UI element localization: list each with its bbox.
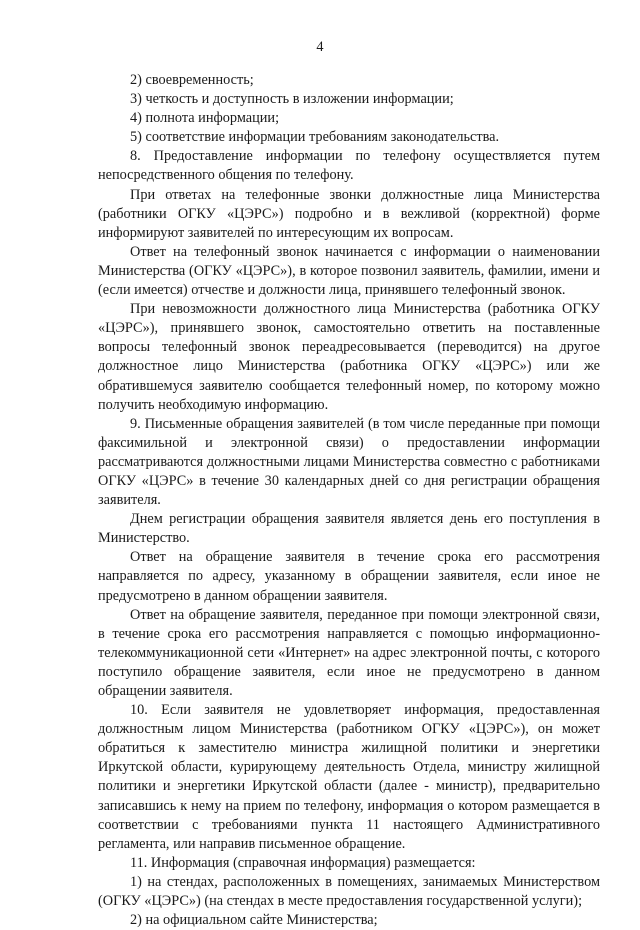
paragraph-9-written-requests: 9. Письменные обращения заявителей (в том числе переданные при помощи факсимильной и электронной связи) о предоставлении информации рассматриваются должностными лицами Министерства совместно с работниками ОГКУ «ЦЭРС» в течение 30 календарных дней со дня регистрации обращения заявителя. (98, 415, 600, 509)
paragraph-phone-answers: При ответах на телефонные звонки должностные лица Министерства (работники ОГКУ «ЦЭРС») подробно и в вежливой (корректной) форме информируют заявителей по интересующим их вопросам. (98, 186, 600, 241)
list-item-official-site: 2) на официальном сайте Министерства; (130, 912, 378, 929)
paragraph-10-escalation: 10. Если заявителя не удовлетворяет информация, предоставленная должностным лицом Министерства (работником ОГКУ «ЦЭРС»), он может обратиться к заместителю министра жилищной политики и энергетики Иркутской области, курирующему деятельность Отдела, министру жилищной политики и энергетики Иркутской области (далее - министр), предварительно записавшись к нему на прием по телефону, информация о котором размещается в соответствии с требованиями пункта 11 настоящего Административного регламента, или направив письменное обращение. (98, 702, 600, 852)
paragraph-8-phone-info: 8. Предоставление информации по телефону осуществляется путем непосредственного общения по телефону. (98, 148, 600, 184)
paragraph-reply-by-email: Ответ на обращение заявителя, переданное при помощи электронной связи, в течение срока его рассмотрения направляется с помощью информационно-телекоммуникационной сети «Интернет» на адрес электронной почты, с которого поступило обращение заявителя, если иное не предусмотрено в данном обращении заявителя. (98, 606, 600, 699)
list-item-stands: 1) на стендах, расположенных в помещениях, занимаемых Министерством (ОГКУ «ЦЭРС») (на стендах в месте предоставления государственной услуги); (98, 873, 600, 910)
list-item-completeness: 4) полнота информации; (130, 110, 280, 127)
paragraph-11-info-placement: 11. Информация (справочная информация) размещается: (130, 854, 476, 871)
page-number: 4 (316, 39, 324, 55)
paragraph-phone-greeting: Ответ на телефонный звонок начинается с информации о наименовании Министерства (ОГКУ «ЦЭРС»), в которое позвонил заявитель, фамилии, имени и (если имеется) отчестве и должности лица, принявшего телефонный звонок. (98, 243, 600, 299)
document-body (98, 71, 600, 930)
list-item-timeliness: 2) своевременность; (130, 72, 254, 88)
paragraph-reply-by-address: Ответ на обращение заявителя в течение срока его рассмотрения направляется по адресу, указанному в обращении заявителя, если иное не предусмотрено в данном обращении заявителя. (98, 549, 600, 604)
paragraph-phone-redirect: При невозможности должностного лица Министерства (работника ОГКУ «ЦЭРС»), принявшего звонок, самостоятельно ответить на поставленные вопросы телефонный звонок переадресовывается (переводится) на другое должностное лицо Министерства (работника ОГКУ «ЦЭРС») или же обратившемуся заявителю сообщается телефонный номер, по которому можно получить необходимую информацию. (98, 301, 600, 413)
list-item-compliance: 5) соответствие информации требованиям законодательства. (130, 129, 500, 146)
list-item-clarity: 3) четкость и доступность в изложении информации; (130, 91, 454, 108)
paragraph-registration-day: Днем регистрации обращения заявителя является день его поступления в Министерство. (98, 511, 600, 547)
